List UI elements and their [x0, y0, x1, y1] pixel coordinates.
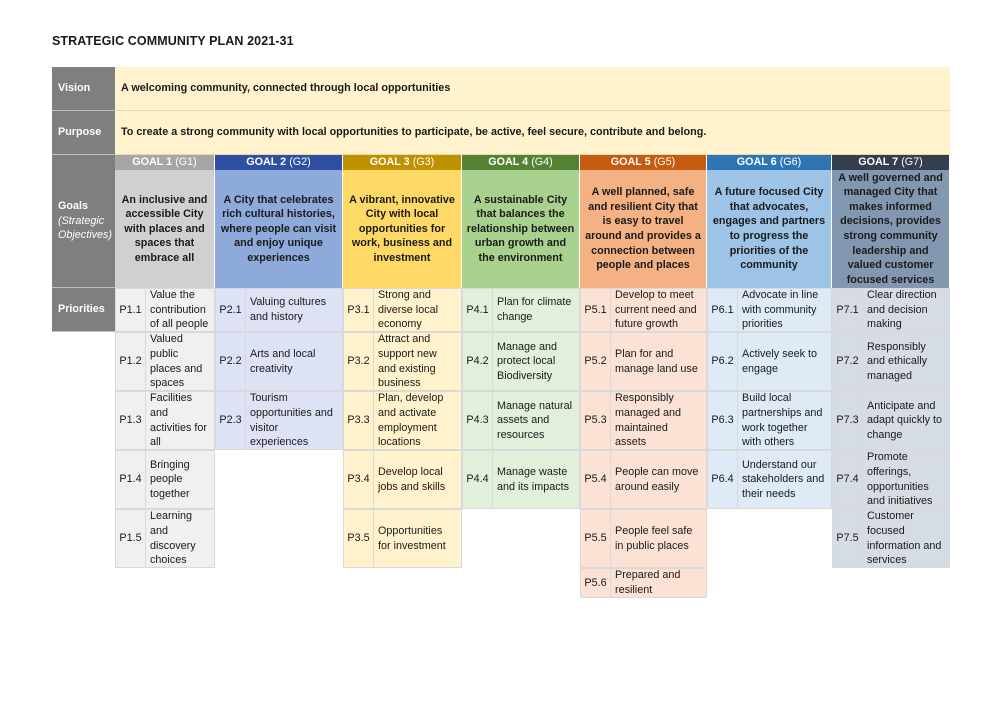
- priority-1-2-text: Valued public places and spaces: [146, 332, 215, 391]
- priority-5-2-text: Plan for and manage land use: [611, 332, 707, 391]
- priority-7-1-text: Clear direction and decision making: [863, 288, 950, 332]
- priority-5-3-text: Responsibly managed and maintained assets: [611, 391, 707, 450]
- goal-2-code: (G2): [289, 156, 311, 169]
- priority-6-1-code: P6.1: [707, 288, 738, 332]
- goal-4-name: GOAL 4: [488, 156, 529, 169]
- priority-1-1-text: Value the contribution of all people: [146, 288, 215, 332]
- priority-5-6-text: Prepared and resilient: [611, 568, 707, 598]
- priority-6-1-text: Advocate in line with community priorities: [738, 288, 832, 332]
- goal-5-code: (G5): [653, 156, 676, 169]
- priorities-label: Priorities: [52, 288, 115, 332]
- goal-4-code: (G4): [531, 156, 553, 169]
- goals-label-sub: (Strategic Objectives): [58, 214, 113, 242]
- priority-7-3-code: P7.3: [832, 391, 863, 450]
- priority-6-4-code: P6.4: [707, 450, 738, 509]
- priority-4-2-text: Manage and protect local Biodiversity: [493, 332, 580, 391]
- purpose-label: Purpose: [52, 111, 115, 155]
- priority-5-5-code: P5.5: [580, 509, 611, 568]
- page-title: STRATEGIC COMMUNITY PLAN 2021-31: [52, 34, 294, 48]
- goal-6-code: (G6): [779, 156, 802, 169]
- priority-3-3-code: P3.3: [343, 391, 374, 450]
- priority-3-4-text: Develop local jobs and skills: [374, 450, 462, 509]
- goal-3-code: (G3): [412, 156, 435, 169]
- priority-7-2-code: P7.2: [832, 332, 863, 391]
- priority-2-1-code: P2.1: [215, 288, 246, 332]
- priority-1-1-code: P1.1: [115, 288, 146, 332]
- priority-6-4-text: Understand our stakeholders and their needs: [738, 450, 832, 509]
- priority-1-2-code: P1.2: [115, 332, 146, 391]
- priority-5-4-text: People can move around easily: [611, 450, 707, 509]
- goal-7-header: [832, 155, 950, 170]
- purpose-text: To create a strong community with local opportunities to participate, be active, feel secure, contribute and belong.: [115, 111, 950, 155]
- priority-1-5-text: Learning and discovery choices: [146, 509, 215, 568]
- priority-4-2-code: P4.2: [462, 332, 493, 391]
- priority-7-1-code: P7.1: [832, 288, 863, 332]
- priority-4-3-text: Manage natural assets and resources: [493, 391, 580, 450]
- goal-5-name: GOAL 5: [610, 156, 651, 169]
- priority-3-1-code: P3.1: [343, 288, 374, 332]
- goal-7-objective: A well governed and managed City that makes informed decisions, provides strong community leadership and valued customer focused services: [832, 170, 950, 288]
- goals-label-main: Goals: [58, 200, 89, 213]
- priority-2-2-code: P2.2: [215, 332, 246, 391]
- priority-7-2-text: Responsibly and ethically managed: [863, 332, 950, 391]
- goal-5-objective: A well planned, safe and resilient City that is easy to travel around and provides a connection between people and places: [580, 170, 707, 288]
- priority-2-3-text: Tourism opportunities and visitor experiences: [246, 391, 343, 450]
- goal-2-name: GOAL 2: [246, 156, 287, 169]
- priority-3-2-text: Attract and support new and existing business: [374, 332, 462, 391]
- priority-7-5-text: Customer focused information and services: [863, 509, 950, 568]
- priority-3-1-text: Strong and diverse local economy: [374, 288, 462, 332]
- priority-3-3-text: Plan, develop and activate employment locations: [374, 391, 462, 450]
- priority-6-3-text: Build local partnerships and work together with others: [738, 391, 832, 450]
- priority-4-1-text: Plan for climate change: [493, 288, 580, 332]
- goal-1-header: [115, 155, 215, 170]
- goal-1-name: GOAL 1: [132, 156, 173, 169]
- priority-5-4-code: P5.4: [580, 450, 611, 509]
- priority-3-4-code: P3.4: [343, 450, 374, 509]
- priority-5-1-text: Develop to meet current need and future growth: [611, 288, 707, 332]
- goal-2-header: [215, 155, 343, 170]
- priority-2-3-code: P2.3: [215, 391, 246, 450]
- goal-7-name: GOAL 7: [858, 156, 899, 169]
- priority-7-4-text: Promote offerings, opportunities and initiatives: [863, 450, 950, 509]
- priority-5-5-text: People feel safe in public places: [611, 509, 707, 568]
- priority-1-3-text: Facilities and activities for all: [146, 391, 215, 450]
- priority-7-3-text: Anticipate and adapt quickly to change: [863, 391, 950, 450]
- priority-5-6-code: P5.6: [580, 568, 611, 598]
- priority-5-1-code: P5.1: [580, 288, 611, 332]
- priority-7-4-code: P7.4: [832, 450, 863, 509]
- priority-2-2-text: Arts and local creativity: [246, 332, 343, 391]
- priority-2-1-text: Valuing cultures and history: [246, 288, 343, 332]
- priority-3-5-code: P3.5: [343, 509, 374, 568]
- priority-5-3-code: P5.3: [580, 391, 611, 450]
- priority-4-4-text: Manage waste and its impacts: [493, 450, 580, 509]
- goals-label: [52, 155, 115, 288]
- priority-6-3-code: P6.3: [707, 391, 738, 450]
- goal-3-name: GOAL 3: [369, 156, 410, 169]
- goal-1-code: (G1): [175, 156, 197, 169]
- goal-3-header: [343, 155, 462, 170]
- priority-4-1-code: P4.1: [462, 288, 493, 332]
- priority-1-5-code: P1.5: [115, 509, 146, 568]
- goal-4-header: [462, 155, 580, 170]
- priority-6-2-text: Actively seek to engage: [738, 332, 832, 391]
- priority-5-2-code: P5.2: [580, 332, 611, 391]
- goal-6-name: GOAL 6: [736, 156, 777, 169]
- goal-1-objective: An inclusive and accessible City with places and spaces that embrace all: [115, 170, 215, 288]
- goal-3-objective: A vibrant, innovative City with local opportunities for work, business and investment: [343, 170, 462, 288]
- priority-6-2-code: P6.2: [707, 332, 738, 391]
- priority-7-5-code: P7.5: [832, 509, 863, 568]
- goal-4-objective: A sustainable City that balances the relationship between urban growth and the environment: [462, 170, 580, 288]
- priority-3-2-code: P3.2: [343, 332, 374, 391]
- vision-text: A welcoming community, connected through local opportunities: [115, 67, 950, 111]
- priority-4-3-code: P4.3: [462, 391, 493, 450]
- priority-3-5-text: Opportunities for investment: [374, 509, 462, 568]
- vision-label: Vision: [52, 67, 115, 111]
- goal-2-objective: A City that celebrates rich cultural histories, where people can visit and enjoy unique experiences: [215, 170, 343, 288]
- goal-7-code: (G7): [901, 156, 923, 169]
- priority-1-4-text: Bringing people together: [146, 450, 215, 509]
- goal-5-header: [580, 155, 707, 170]
- goal-6-objective: A future focused City that advocates, engages and partners to progress the priorities of the community: [707, 170, 832, 288]
- goal-6-header: [707, 155, 832, 170]
- priority-1-4-code: P1.4: [115, 450, 146, 509]
- priority-1-3-code: P1.3: [115, 391, 146, 450]
- priority-4-4-code: P4.4: [462, 450, 493, 509]
